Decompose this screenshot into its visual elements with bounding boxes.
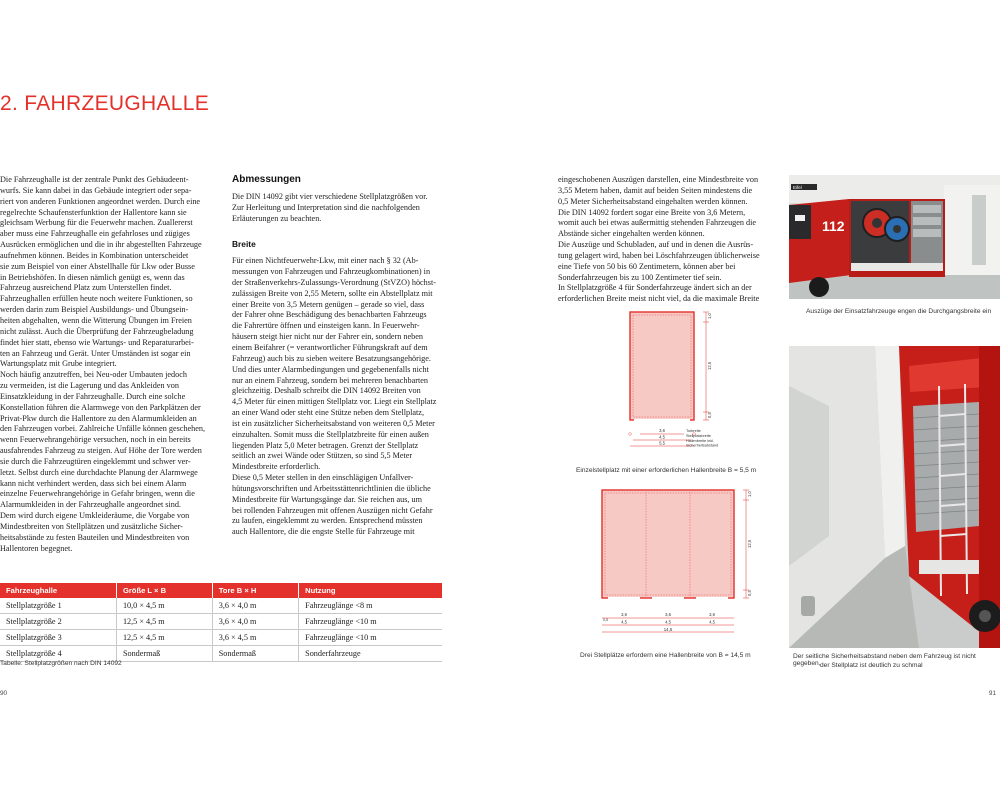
photo-einsatzfahrzeug-auszuege [789,175,1000,299]
dim-total: 14,5 [663,627,673,632]
table-header-cell: Größe L × B [116,583,212,598]
chapter-title: 2. FAHRZEUGHALLE [0,92,210,115]
text-line: zu vermeiden, ist die Lagerung und das Ankleiden von [0,381,179,391]
text-line: 0,5 Meter Sicherheitsabstand eingehalten werden können. [558,196,748,206]
text-line: der Fahrer ohne Beschädigung des benachbarten Fahrzeugs [232,310,427,320]
text-line: Die DIN 14092 fordert sogar eine Breite von 3,6 Metern, [558,207,746,217]
text-line: 3,55 Metern haben, damit auf beiden Seiten mindestens die [558,185,753,195]
dim-bottom: 0,5 [747,590,752,596]
text-line: Mindestbreite für Wartungsgänge dar. Sie reichen aus, um [232,494,422,504]
table-header-cell: Nutzung [299,583,442,598]
text-line: Hallentoren begegnet. [0,543,73,553]
text-line: Diese 0,5 Meter stellen in den einschlägigen Unfallver- [232,473,414,483]
dim-stell-1: 4,5 [621,619,627,625]
legend-hallenbreite: Hallenbreite inkl. [686,439,715,443]
table-cell: 3,6 × 4,0 m [212,598,298,614]
text-line: Privat-Pkw durch die Hallentore zu den Alarmumkleiden an [0,413,197,423]
text-line: bei rollenden Fahrzeugen mit offenen Auszügen nicht Gefahr [232,505,433,515]
wall-socket-icon [801,596,815,616]
text-line: tung gelagert wird, haben bei Löschfahrzeugen üblicherweise [558,250,760,260]
legend-stellplatzbreite: Stellplatzbreite [686,434,711,438]
wall-sign: Eifel [793,185,802,190]
left-text-column [0,175,215,555]
text-line: einzuhalten. Somit muss die Stellplatzbreite für einen außen [232,429,429,439]
text-line: liegenden Platz 5,0 Meter betragen. Grenzt der Stellplatz [232,440,419,450]
text-line: aber muss eine Fahrzeughalle ein gefahrloses und zügiges [0,229,190,239]
text-line: erforderlichen Breite meist nicht viel, da die maximale Breite [558,294,760,304]
dim-top: 1,0 [747,491,752,497]
diagram2-caption: Drei Stellplätze erfordern eine Hallenbreite von B = 14,5 m [580,652,751,659]
dim-top: 1,0 [707,313,712,319]
table-cell: Stellplatzgröße 4 [0,646,116,662]
text-line: Zur Herleitung und Interpretation sind die nachfolgenden [232,202,420,212]
table-cell: 12,5 × 4,5 m [116,614,212,630]
text-line: heitsabstände zu festen Bauteilen und Mindestbreiten von [0,532,190,542]
table-body [0,598,442,662]
text-line: regelrechte Schaufensterfunktion der Hallentore kann sie [0,207,187,217]
table-header-row [0,583,442,598]
text-line: die Fahrertüre öffnen und einsteigen kann. In Feuerwehr- [232,321,420,331]
page-number-left: 90 [0,690,8,697]
photo2-caption-line2: der Stellplatz ist deutlich zu schmal [820,662,923,669]
dim-length: 12,5 [747,539,752,548]
text-line: ausfahrendes Fahrzeug zu steigen. Auf Höhe der Tore werden [0,446,202,456]
table-cell: Fahrzeuglänge <10 m [299,630,442,646]
text-line: sie durch die Fahrzeugtüren eingeklemmt und schwer ver- [0,456,191,466]
table-cell: Sonderfahrzeuge [299,646,442,662]
text-line: zulässigen Breite von 2,55 Metern, sollte ein Abstellplatz mit [232,288,433,298]
text-line: an einer Wand oder steht eine Stütze neben dem Stellplatz, [232,408,424,418]
table-row [0,630,442,646]
photo-schmaler-stellplatz [789,346,1000,648]
subheading-breite: Breite [232,239,256,250]
table-cell: 12,5 × 4,5 m [116,630,212,646]
text-line: einzelne Feuerwehrangehörige in Gefahr bringen, wenn die [0,489,195,499]
text-line: einem Beifahrer (= verantwortlicher Führungskraft auf dem [232,342,428,352]
intro-lines [232,192,442,225]
stellplatz-table [0,583,442,662]
truck-number: 112 [822,218,845,234]
text-line: ten an Fahrzeug und Gerät. Unter Umständen ist sogar ein [0,348,191,358]
text-line: Einsatzkleidung in der Fahrzeughalle. Durch eine solche [0,391,186,401]
text-line: Fahrzeug) auch bis zu sieben weitere Besatzungsangehörige. [232,353,431,363]
text-line: Die Fahrzeughalle ist der zentrale Punkt des Gebäudeent- [0,175,189,184]
text-line: Alarmumkleiden in der Fahrzeughalle angeordnet sind. [0,500,181,510]
text-line: Konstellation führen die Alarmwege von den Parkplätzen der [0,402,201,412]
body-lines [232,256,442,538]
text-line: kann nicht verhindert werden, dass sich bei einem Alarm [0,478,187,488]
table-cell: Stellplatzgröße 3 [0,630,116,646]
dim-torbreite: 3,6 [659,428,665,433]
section-heading-abmessungen: Abmessungen [232,174,301,185]
table-cell: 10,0 × 4,5 m [116,598,212,614]
text-line: zu laufen, eingeklemmt zu werden. Entsprechend müssten [232,516,423,526]
dim-tor-2: 3,6 [665,612,671,617]
text-line: findet hier statt, ebenso wie Wartungs- und Reparaturarbei- [0,337,194,347]
text-line: eingeschobenen Auszügen darstellen, eine Mindestbreite von [558,175,759,184]
table-header-cell: Tore B × H [212,583,298,598]
text-line: Mindestbreite erforderlich. [232,462,321,472]
table-caption: Tabelle: Stellplatzgrößen nach DIN 14092 [0,660,122,667]
dim-stellplatzbreite: 4,5 [659,434,665,440]
text-line: ist ein zusätzlicher Sicherheitsabstand von weiteren 0,5 Meter [232,418,435,428]
dim-stell-3: 4,5 [709,619,715,625]
text-line: letzt. Selbst durch eine durchdachte Planung der Alarmwege [0,467,198,477]
text-line: Fahrzeughallen erfüllen heute noch weitere Funktionen, so [0,294,193,304]
text-line: aufnehmen können. Beides in Kombination unterscheidet [0,250,189,260]
photo1-caption: Auszüge der Einsatzfahrzeuge engen die Durchgangsbreite ein [806,308,992,315]
right-text-column [558,175,770,305]
middle-text-column [232,175,442,538]
text-line: riert von anderen Funktionen angeordnet werden. Durch eine [0,196,201,206]
text-line: Sonderfahrzeugen bis zu 100 Zentimeter tief sein. [558,272,722,282]
text-line: den Fahrzeugen vorbei. Zahlreiche Unfälle können geschehen, [0,424,206,434]
table-cell: Sondermaß [212,646,298,662]
legend-torbreite: Torbreite [686,429,701,433]
text-line: seitlich an zwei Wände oder Stützen, so sind 5,5 Meter [232,451,413,461]
vehicle-shutter [913,402,979,532]
table-cell: Sondermaß [116,646,212,662]
table-row [0,614,442,630]
text-line: Und dies unter Alarmbedingungen und gegebenenfalls nicht [232,364,429,374]
text-line: Dem wird durch eigene Umkleideräume, die Vorgabe von [0,511,190,521]
text-line: Für einen Nichtfeuerwehr-Lkw, mit einer nach § 32 (Ab- [232,256,419,266]
text-line: In Stellplatzgröße 4 für Sonderfahrzeuge ändert sich an der [558,283,752,293]
dim-length: 12,5 [707,361,712,370]
text-line: werden darin zum Beispiel Ausbildungs- und Übungsein- [0,305,189,315]
text-line: Erläuterungen zu beachten. [232,213,322,223]
table-cell: 3,6 × 4,5 m [212,630,298,646]
legend-sicherheitsabstand: Sicherheitsabstand [686,443,719,448]
text-line: in Betriebshöfen. In diesen nämlich genügt es, wenn das [0,272,185,282]
text-line: 4,5 Meter für einen mittigen Stellplatz vor. Liegt ein Stellplatz [232,397,437,407]
text-line: einer Breite von 3,5 Metern genügen – gerade so viel, dass [232,299,425,309]
diagram-three-stellplaetze [590,482,770,642]
text-line: hütungsvorschriften und Arbeitsstättenrichtlinien die übliche [232,483,431,493]
text-line: nicht zulässt. Auch die Überprüfung der Fahrzeugbeladung [0,326,194,336]
text-line: heiten abgehalten, wenn die Witterung Übungen im Freien [0,315,192,325]
right-text-lines [558,175,770,305]
text-line: Noch häufig anzutreffen, bei Neu-oder Umbauten jedoch [0,370,187,380]
text-line: häusern steigt hier nicht nur der Fahrer ein, sondern neben [232,332,423,342]
dim-tor-1: 3,6 [621,612,627,617]
dim-bottom: 0,5 [707,412,712,418]
page-number-right: 91 [988,690,996,697]
text-line: wenn Feuerwehrangehörige versuchen, noch in ein bereits [0,435,191,445]
text-line: nur an einem Fahrzeug, sondern bei mehreren benachbarten [232,375,428,385]
text-line: Die DIN 14092 gibt vier verschiedene Stellplatzgrößen vor. [232,191,428,201]
text-line: eine Tiefe von 50 bis 60 Zentimetern, können aber bei [558,261,736,271]
table-cell: Fahrzeuglänge <8 m [299,598,442,614]
text-line: messungen von Fahrzeugen und Fahrzeugkombinationen) in [232,267,431,277]
text-line: sie zum Beispiel von einer Abstellhalle für Lkw oder Busse [0,261,195,271]
diagram-single-stellplatz [600,300,770,460]
stellplatz-area [630,312,694,420]
text-line: Ausrücken ermöglichen und die in ihr abgestellten Fahrzeuge [0,240,202,250]
text-line: der Straßenverkehrs-Zulassungs-Verordnung (StVZO) höchst- [232,277,436,287]
text-line: Abstände sicher eingehalten werden können. [558,229,705,239]
dim-hallenbreite: 5,5 [659,440,665,446]
text-line: Wartungsplatz mit Grube integriert. [0,359,117,369]
text-line: gleichzeitig. Deshalb schreibt die DIN 14092 Breiten von [232,386,421,396]
text-line: Mindestbreiten von Stellplätzen und zusätzliche Sicher- [0,522,183,531]
dim-stell-2: 4,5 [665,619,671,625]
text-line: Fahrzeug ausreichend Platz zum Unterstellen findet. [0,283,172,293]
dim-tor-3: 3,6 [709,612,715,617]
table-cell: Fahrzeuglänge <10 m [299,614,442,630]
table-row [0,598,442,614]
text-line: gleichsam Werbung für die Feuerwehr machen. Zuallererst [0,218,193,228]
left-text-lines [0,175,215,555]
diagram1-caption: Einzelstellplatz mit einer erforderlichen Hallenbreite B = 5,5 m [576,467,757,474]
dim-edge: 0,5 [603,618,608,622]
photo2-caption-line1: Der seitliche Sicherheitsabstand neben dem Fahrzeug ist nicht gegeben, [793,653,976,667]
text-line: Die Auszüge und Schubladen, auf und in denen die Ausrüs- [558,240,754,250]
text-line: womit auch bei etwas außermittig stehenden Fahrzeugen die [558,218,757,228]
text-line: auch Hallentore, die die engste Stelle für Fahrzeuge mit [232,527,415,537]
table-cell: Stellplatzgröße 2 [0,614,116,630]
text-line: wurfs. Sie kann dabei in das Gebäude integriert oder sepa- [0,185,192,195]
stellplatz-area [602,490,734,598]
table-cell: 3,6 × 4,0 m [212,614,298,630]
table-cell: Stellplatzgröße 1 [0,598,116,614]
table-header-cell: Fahrzeughalle [0,583,116,598]
